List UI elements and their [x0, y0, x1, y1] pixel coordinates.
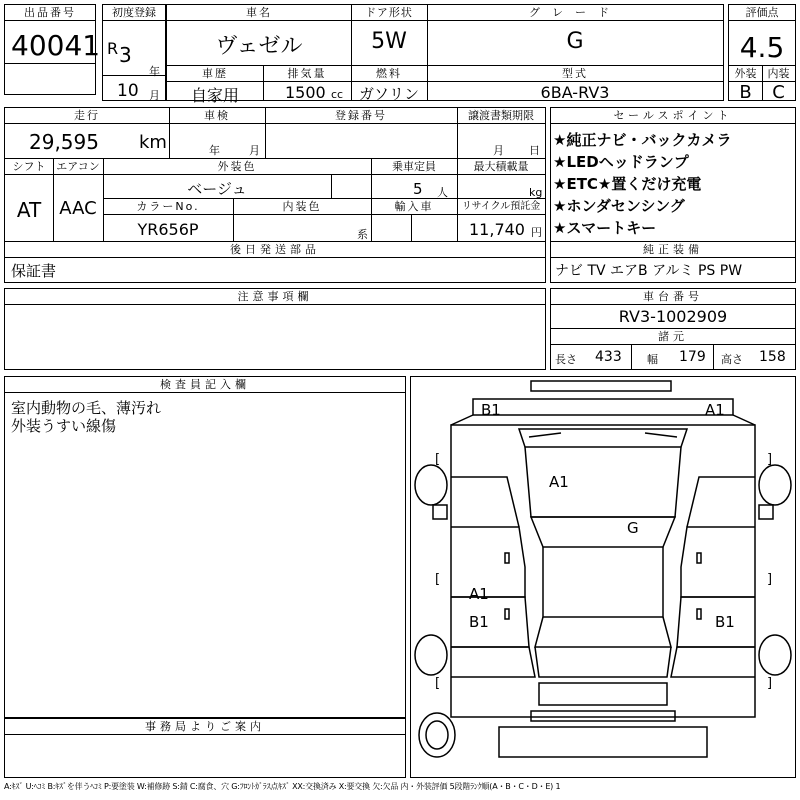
front-bumper	[473, 399, 733, 415]
rear-bumper-bottom	[531, 711, 675, 721]
sales-point-item: ★ホンダセンシング	[553, 197, 685, 215]
notes-box	[4, 288, 546, 370]
sales-point-item: ★純正ナビ・バックカメラ	[553, 131, 732, 149]
ext-color-header: 外装色	[103, 159, 371, 175]
tailgate	[535, 647, 671, 677]
svg-text:[: [	[435, 572, 441, 587]
mark-front-left-bumper: B1	[481, 401, 501, 419]
reg-month: 10	[117, 81, 139, 101]
exterior-grade: B	[739, 82, 752, 103]
later-parts-header: 後日発送部品	[5, 242, 545, 258]
car-diagram	[411, 377, 795, 777]
first-registration-header: 初度登録	[103, 5, 165, 21]
office-header: 事務局よりご案内	[5, 719, 405, 735]
rear-window	[535, 617, 671, 647]
ac-header: エアコン	[53, 159, 103, 175]
inspector-note: 外装うすい線傷	[11, 417, 117, 435]
genuine-equipment: ナビ TV エアB アルミ PS PW	[555, 263, 743, 279]
left-rear-handle	[505, 609, 509, 619]
sales-points-header: セールスポイント	[551, 108, 795, 124]
fuel: ガソリン	[358, 85, 419, 103]
model-code: 6BA-RV3	[540, 83, 610, 102]
rear-right-wheel	[759, 635, 791, 675]
max-load-header: 最大積載量	[457, 159, 545, 175]
displacement: 1500	[285, 83, 326, 102]
sales-point-item: ★スマートキー	[553, 219, 657, 237]
height: 158	[759, 349, 786, 365]
mark-roof: G	[627, 519, 639, 537]
int-color-unit: 系	[357, 228, 368, 241]
door-type: 5W	[371, 29, 407, 54]
lot-number-box	[4, 4, 101, 95]
score: 4.5	[739, 31, 785, 64]
roof	[543, 547, 663, 617]
car-name-header: 車名	[167, 5, 351, 21]
month-unit: 月	[149, 89, 160, 102]
car-info-box	[166, 4, 724, 105]
svg-text:]: ]	[767, 452, 773, 467]
max-load-unit: kg	[529, 186, 543, 199]
rear-bumper	[539, 683, 667, 705]
mileage: 29,595	[29, 130, 99, 154]
right-mirror	[759, 505, 773, 519]
grade: G	[566, 29, 584, 54]
history: 自家用	[190, 86, 239, 105]
left-front-handle	[505, 553, 509, 563]
displacement-header: 排気量	[263, 66, 351, 82]
headlight-area	[519, 429, 687, 447]
genuine-equipment-header: 純正装備	[551, 242, 795, 258]
year-unit: 年	[149, 65, 160, 78]
first-registration-box	[102, 4, 166, 101]
transfer-day-unit: 日	[529, 144, 540, 157]
score-header: 評価点	[729, 5, 795, 21]
recycle-unit: 円	[531, 226, 542, 239]
chassis-header: 車台番号	[551, 289, 795, 305]
rear-left-wheel	[415, 635, 447, 675]
displacement-unit: cc	[331, 88, 344, 101]
transfer-deadline-header: 譲渡書類期限	[457, 108, 545, 124]
door-header: ドア形状	[351, 5, 427, 21]
score-box	[728, 4, 796, 101]
right-rear-handle	[697, 609, 701, 619]
mileage-header: 走行	[5, 108, 169, 124]
length: 433	[595, 349, 622, 365]
shift-header: シフト	[5, 159, 53, 175]
mark-front-right-bumper: A1	[705, 401, 725, 419]
inspection-month-unit: 月	[249, 144, 260, 157]
right-front-handle	[697, 553, 701, 563]
left-front-fender	[451, 477, 519, 527]
recycle-amount: 11,740	[469, 220, 525, 239]
era-label: R	[107, 39, 119, 58]
exterior-grade-header: 外装	[729, 66, 762, 82]
damage-diagram-box	[410, 376, 796, 778]
lot-number-header: 出品番号	[5, 5, 95, 21]
left-mirror	[433, 505, 447, 519]
inspection-year-unit: 年	[209, 144, 220, 157]
mark-hood: A1	[549, 473, 569, 491]
sales-point-item: ★ETC★置くだけ充電	[553, 175, 702, 193]
reg-year: 3	[119, 43, 132, 67]
chassis-box	[550, 288, 796, 370]
color-no-header: カラーNo.	[103, 199, 233, 215]
height-label: 高さ	[721, 353, 743, 366]
transfer-month-unit: 月	[493, 144, 504, 157]
sales-point-item: ★LEDヘッドランプ	[553, 153, 689, 171]
lot-number: 40041	[11, 29, 101, 62]
later-parts: 保証書	[11, 262, 57, 280]
dims-header: 諸元	[551, 329, 795, 345]
right-front-door	[681, 527, 755, 597]
svg-text:]: ]	[767, 572, 773, 587]
car-name: ヴェゼル	[215, 34, 303, 59]
capacity: 5	[413, 180, 423, 198]
interior-grade-header: 内装	[762, 66, 795, 82]
details-box	[4, 107, 546, 283]
windshield	[531, 517, 675, 547]
svg-text:[: [	[435, 452, 441, 467]
svg-text:[: [	[435, 676, 441, 691]
width: 179	[679, 349, 706, 365]
ext-color: ベージュ	[187, 180, 247, 198]
model-code-header: 型式	[427, 66, 723, 82]
body-outline	[451, 425, 755, 717]
ac: AAC	[59, 198, 97, 219]
grade-header: グレード	[427, 5, 723, 21]
legend: A:ｷｽﾞ U:ﾍｺﾐ B:ｷｽﾞを伴うﾍｺﾐ P:要塗装 W:補修跡 S:錆 C:腐食、穴 G:ﾌﾛﾝﾄｶﾞﾗｽ点ｷｽﾞ XX:交換済み X:要交換 欠:欠品 内・外装評価 5段階ﾗﾝｸ順(A・B・C・D・E) 1	[4, 782, 561, 791]
int-color-header: 内装色	[233, 199, 371, 215]
chassis-number: RV3-1002909	[618, 307, 728, 326]
capacity-unit: 人	[437, 186, 448, 199]
inspector-header: 検査員記入欄	[5, 377, 405, 393]
right-rear-quarter	[671, 647, 755, 677]
inspection-header: 車検	[169, 108, 265, 124]
front-right-wheel	[759, 465, 791, 505]
notes-header: 注意事項欄	[5, 289, 545, 305]
sales-points-box	[550, 107, 796, 283]
reg-no-header: 登録番号	[265, 108, 457, 124]
fuel-header: 燃料	[351, 66, 427, 82]
left-rear-door	[451, 597, 529, 647]
length-label: 長さ	[555, 353, 577, 366]
mileage-unit: km	[139, 132, 167, 153]
mark-left-rear-door-a: A1	[469, 585, 489, 603]
left-rear-quarter	[451, 647, 535, 677]
capacity-header: 乗車定員	[371, 159, 457, 175]
mark-left-rear-door-b: B1	[469, 613, 489, 631]
inspector-note: 室内動物の毛、薄汚れ	[11, 399, 162, 417]
front-left-wheel	[415, 465, 447, 505]
width-label: 幅	[647, 353, 658, 366]
color-no: YR656P	[137, 220, 199, 239]
recycle-header: リサイクル預託金	[457, 199, 545, 215]
mark-right-rear-quarter: B1	[715, 613, 735, 631]
interior-grade: C	[772, 82, 785, 103]
history-header: 車歴	[167, 66, 263, 82]
office-box	[4, 718, 406, 778]
inspector-box	[4, 376, 406, 718]
right-front-fender	[687, 477, 755, 527]
front-bumper-top	[531, 381, 671, 391]
undercarriage	[499, 727, 707, 757]
spare-tire	[419, 713, 455, 757]
import-header: 輸入車	[371, 199, 457, 215]
shift: AT	[16, 198, 42, 222]
svg-text:]: ]	[767, 676, 773, 691]
